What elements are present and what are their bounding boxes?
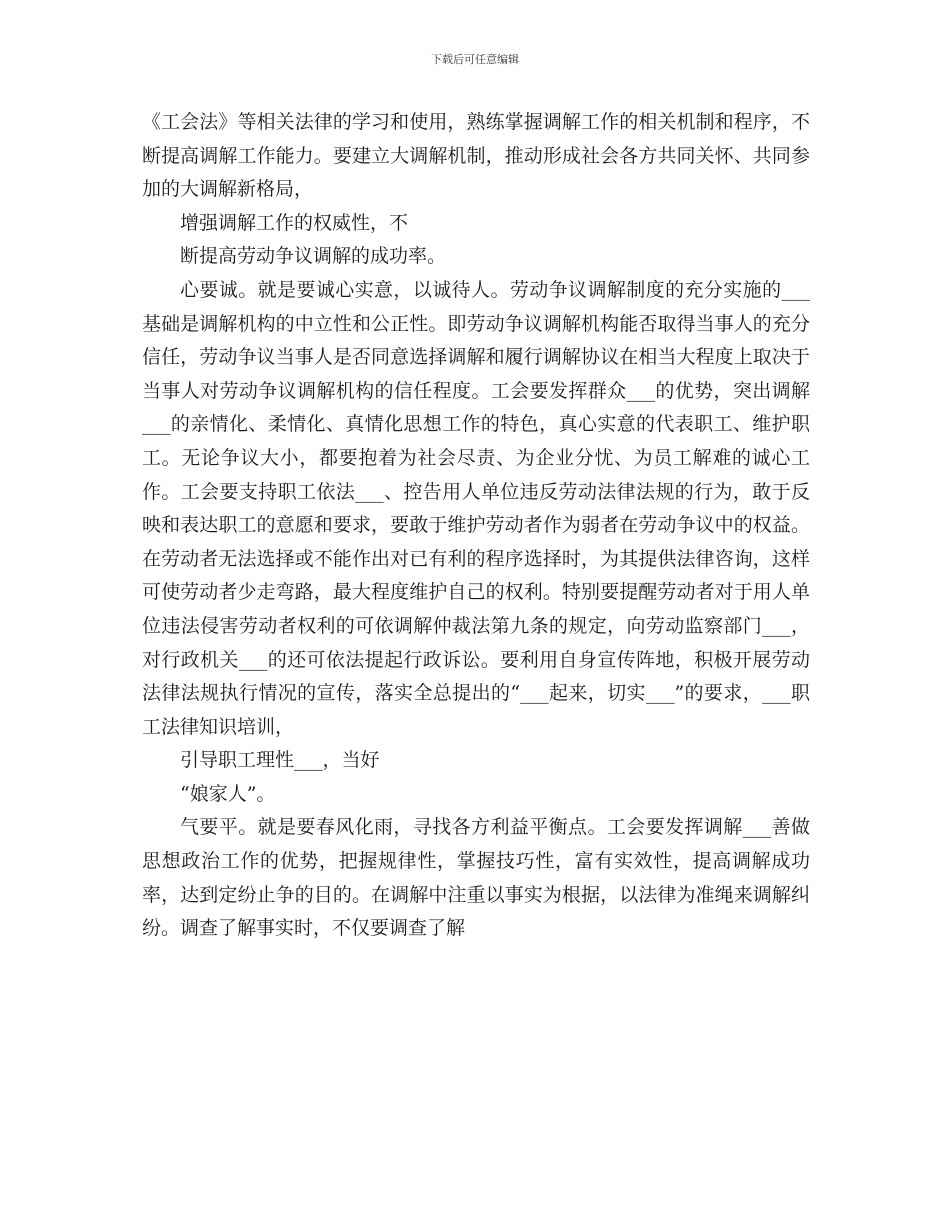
paragraph-5: 引导职工理性___，当好 <box>180 749 380 772</box>
paragraph-7: 气要平。就是要春风化雨，寻找各方利益平衡点。工会要发挥调解___善做思想政治工作的优势，把握规律性，掌握技巧性，富有实效性，提高调解成功率，达到定纷止争的目的。在调解中注重以事实为根据，以法律为准绳来调解纠纷。调查了解事实时，不仅要调查了解 <box>142 816 810 940</box>
paragraph-1: 《工会法》等相关法律的学习和使用，熟练掌握调解工作的相关机制和程序，不断提高调解工作能力。要建立大调解机制，推动形成社会各方共同关怀、共同参加的大调解新格局， <box>142 111 810 201</box>
paragraph-4: 心要诚。就是要诚心实意，以诚待人。劳动争议调解制度的充分实施的___基础是调解机构的中立性和公正性。即劳动争议调解机构能否取得当事人的充分信任，劳动争议当事人是否同意选择调解和履行调解协议在相当大程度上取决于当事人对劳动争议调解机构的信任程度。工会要发挥群众___的优势，突出调解___的亲情化、柔情化、真情化思想工作的特色，真心实意的代表职工、维护职工。无论争议大小，都要抱着为社会尽责、为企业分忧、为员工解难的诚心工作。工会要支持职工依法___、控告用人单位违反劳动法律法规的行为，敢于反映和表达职工的意愿和要求，要敢于维护劳动者作为弱者在劳动争议中的权益。在劳动者无法选择或不能作出对已有利的程序选择时，为其提供法律咨询，这样可使劳动者少走弯路，最大程度维护自己的权利。特别要提醒劳动者对于用人单位违法侵害劳动者权利的可依调解仲裁法第九条的规定，向劳动监察部门___，对行政机关___的还可依法提起行政诉讼。要利用自身宣传阵地，积极开展劳动法律法规执行情况的宣传，落实全总提出的“___起来，切实___”的要求，___职工法律知识培训， <box>142 278 810 738</box>
paragraph-3: 断提高劳动争议调解的成功率。 <box>180 245 447 268</box>
document-body <box>142 106 810 946</box>
paragraph-2: 增强调解工作的权威性，不 <box>180 211 409 234</box>
paragraph-6: “娘家人”。 <box>180 782 276 805</box>
page-header: 下载后可任意编辑 <box>431 53 519 66</box>
